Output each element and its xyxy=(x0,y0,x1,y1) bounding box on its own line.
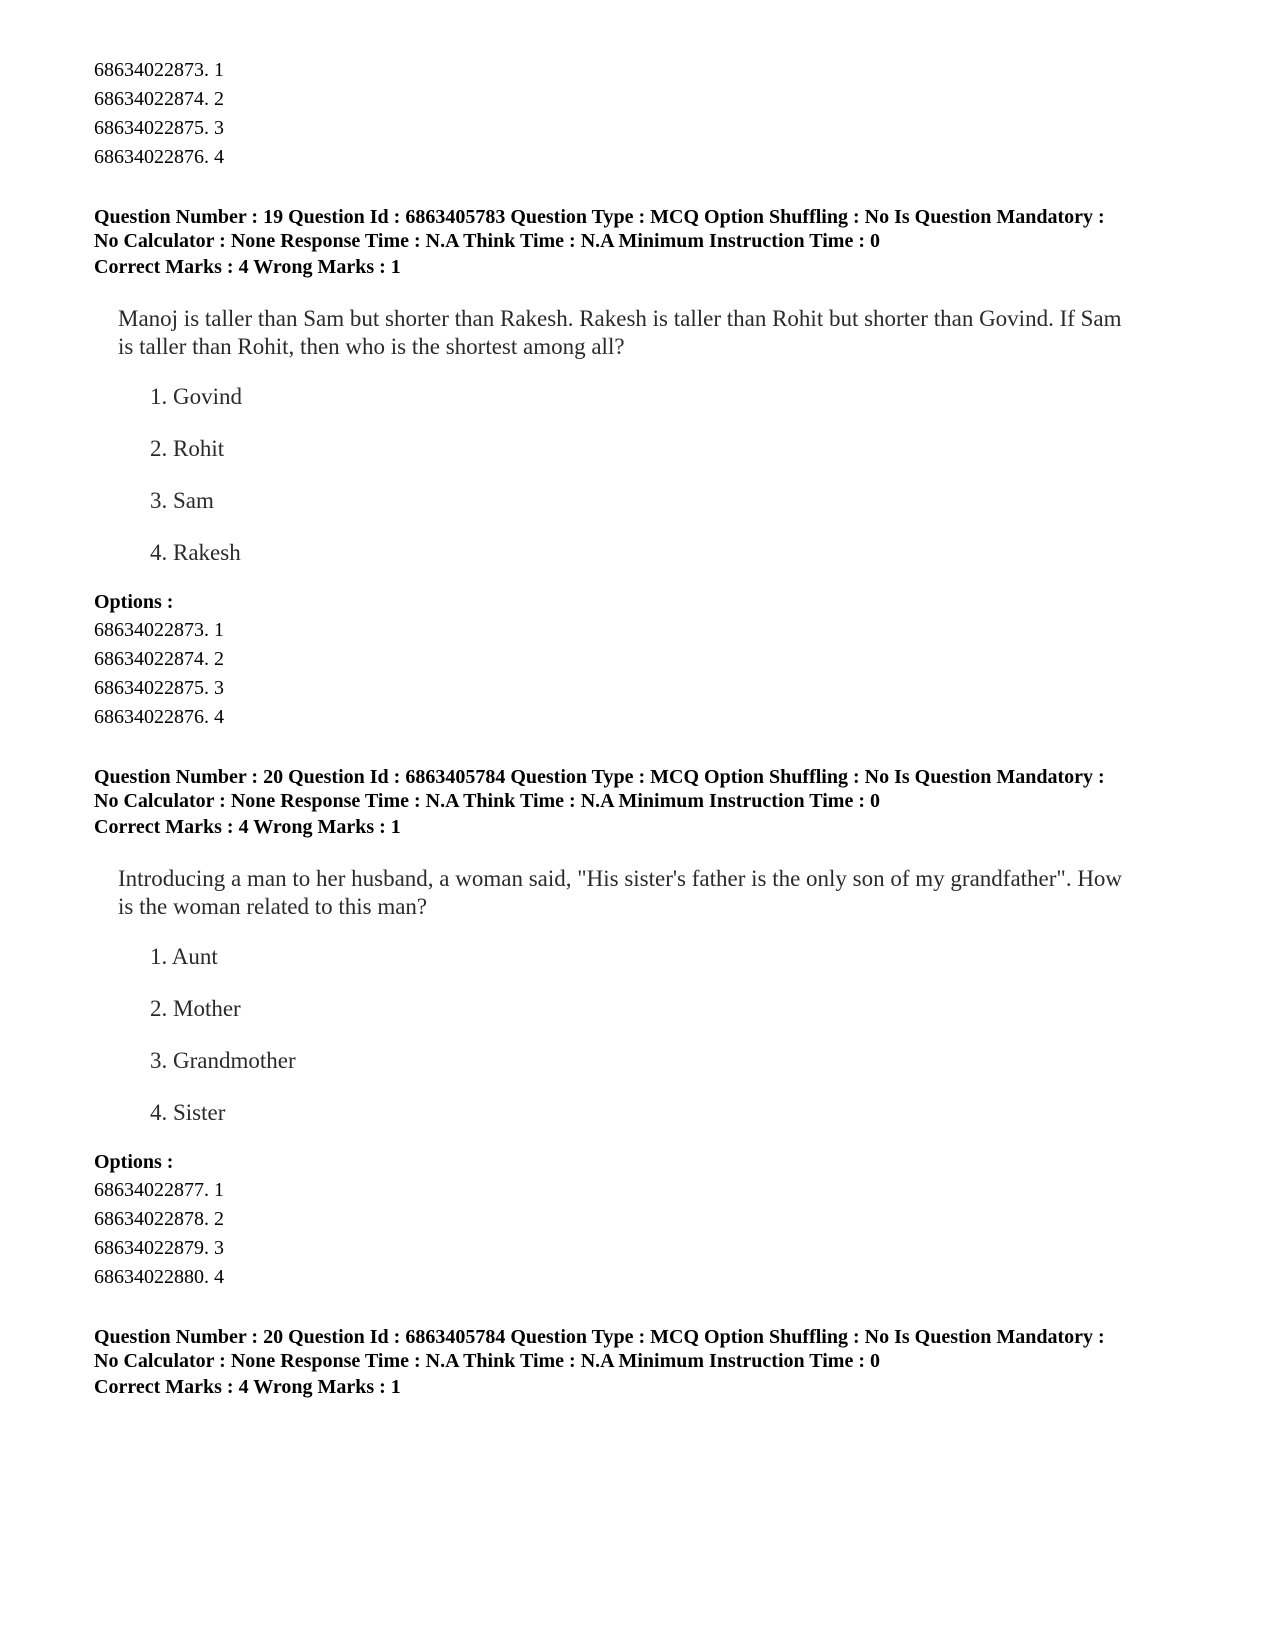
question-text-line: Manoj is taller than Sam but shorter than Rakesh. Rakesh is taller than Rohit but shorter than Govind. If Sam xyxy=(118,306,1122,331)
options-list xyxy=(94,56,224,172)
option-line: 68634022879. 3 xyxy=(94,1237,224,1259)
question-meta-line: No Calculator : None Response Time : N.A Think Time : N.A Minimum Instruction Time : 0 xyxy=(94,790,880,812)
option-line: 68634022876. 4 xyxy=(94,706,224,728)
options-label: Options : xyxy=(94,1151,174,1173)
option-line: 68634022874. 2 xyxy=(94,88,224,110)
question-text-line: is taller than Rohit, then who is the shortest among all? xyxy=(118,334,625,359)
option-line: 68634022875. 3 xyxy=(94,677,224,699)
question-meta-line: No Calculator : None Response Time : N.A Think Time : N.A Minimum Instruction Time : 0 xyxy=(94,1350,880,1372)
question-19-meta xyxy=(94,205,1105,253)
question-20-repeat-marks: Correct Marks : 4 Wrong Marks : 1 xyxy=(94,1376,401,1398)
question-20-text xyxy=(118,865,1178,921)
option-line: 68634022874. 2 xyxy=(94,648,224,670)
choice-item: 3. Grandmother xyxy=(150,1048,296,1073)
question-19-marks: Correct Marks : 4 Wrong Marks : 1 xyxy=(94,256,401,278)
options-list xyxy=(94,1176,224,1292)
question-20-marks: Correct Marks : 4 Wrong Marks : 1 xyxy=(94,816,401,838)
question-text-line: Introducing a man to her husband, a woman said, "His sister's father is the only son of my grandfather". How xyxy=(118,866,1123,891)
option-line: 68634022873. 1 xyxy=(94,619,224,641)
question-20-meta xyxy=(94,765,1105,813)
choice-item: 3. Sam xyxy=(150,488,214,513)
question-meta-line: No Calculator : None Response Time : N.A Think Time : N.A Minimum Instruction Time : 0 xyxy=(94,230,880,252)
choice-item: 1. Aunt xyxy=(150,944,218,969)
options-label: Options : xyxy=(94,591,174,613)
option-line: 68634022880. 4 xyxy=(94,1266,224,1288)
question-text-line: is the woman related to this man? xyxy=(118,894,428,919)
choice-item: 2. Rohit xyxy=(150,436,225,461)
option-line: 68634022873. 1 xyxy=(94,59,224,81)
question-meta-line: Question Number : 19 Question Id : 6863405783 Question Type : MCQ Option Shuffling : No Is Question Mandatory : xyxy=(94,206,1105,228)
question-19-text xyxy=(118,305,1178,361)
options-list xyxy=(94,616,224,732)
choice-item: 4. Sister xyxy=(150,1100,226,1125)
option-line: 68634022875. 3 xyxy=(94,117,224,139)
option-line: 68634022878. 2 xyxy=(94,1208,224,1230)
choice-item: 4. Rakesh xyxy=(150,540,241,565)
question-meta-line: Question Number : 20 Question Id : 6863405784 Question Type : MCQ Option Shuffling : No Is Question Mandatory : xyxy=(94,1326,1105,1348)
question-20-repeat-meta xyxy=(94,1325,1105,1373)
choice-item: 1. Govind xyxy=(150,384,242,409)
option-line: 68634022876. 4 xyxy=(94,146,224,168)
option-line: 68634022877. 1 xyxy=(94,1179,224,1201)
choice-item: 2. Mother xyxy=(150,996,241,1021)
question-meta-line: Question Number : 20 Question Id : 6863405784 Question Type : MCQ Option Shuffling : No Is Question Mandatory : xyxy=(94,766,1105,788)
